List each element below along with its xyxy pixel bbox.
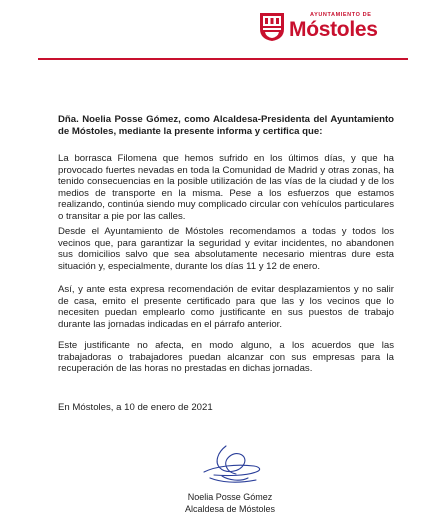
header-divider	[38, 58, 408, 60]
signer-name: Noelia Posse Gómez	[187, 492, 273, 502]
signer-title: Alcaldesa de Móstoles	[184, 504, 276, 514]
body-paragraph-1: La borrasca Filomena que hemos sufrido en los últimos días, y que ha provocado fuertes nevadas en toda la Comunidad de Madrid y otras zonas, ha tenido consecuencias en la posible utilización de las vías de la ciudad y de los medios de transporte en la misma. Pese a los esfuerzos que estamos realizando, continúa siendo muy complicado circular con vehículos particulares o transitar a pie por las calles.	[58, 153, 394, 222]
municipal-logo	[258, 10, 418, 46]
logo-subtitle: AYUNTAMIENTO DE	[310, 12, 372, 18]
city-shield-icon	[258, 12, 286, 42]
logo-title: Móstoles	[289, 18, 378, 41]
handwritten-signature	[196, 442, 268, 486]
intro-paragraph: Dña. Noelia Posse Gómez, como Alcaldesa-Presidenta del Ayuntamiento de Móstoles, mediante la presente informa y certifica que:	[58, 114, 394, 137]
body-paragraph-4: Este justificante no afecta, en modo alguno, a los acuerdos que las trabajadoras o trabajadores puedan alcanzar con sus empresas para la recuperación de las horas no prestadas en dichas jornadas.	[58, 340, 394, 375]
body-paragraph-3: Así, y ante esta expresa recomendación de evitar desplazamientos y no salir de casa, emito el presente certificado para que las y los vecinos que lo necesiten puedan emplearlo como justificante en sus puestos de trabajo durante las jornadas indicadas en el párrafo anterior.	[58, 284, 394, 330]
body-paragraph-2: Desde el Ayuntamiento de Móstoles recomendamos a todas y todos los vecinos que, para garantizar la seguridad y evitar incidentes, no abandonen sus domicilios salvo que sea absolutamente necesario mientras dure esta situación y, especialmente, durante los días 11 y 12 de enero.	[58, 226, 394, 272]
date-line: En Móstoles, a 10 de enero de 2021	[58, 402, 213, 413]
